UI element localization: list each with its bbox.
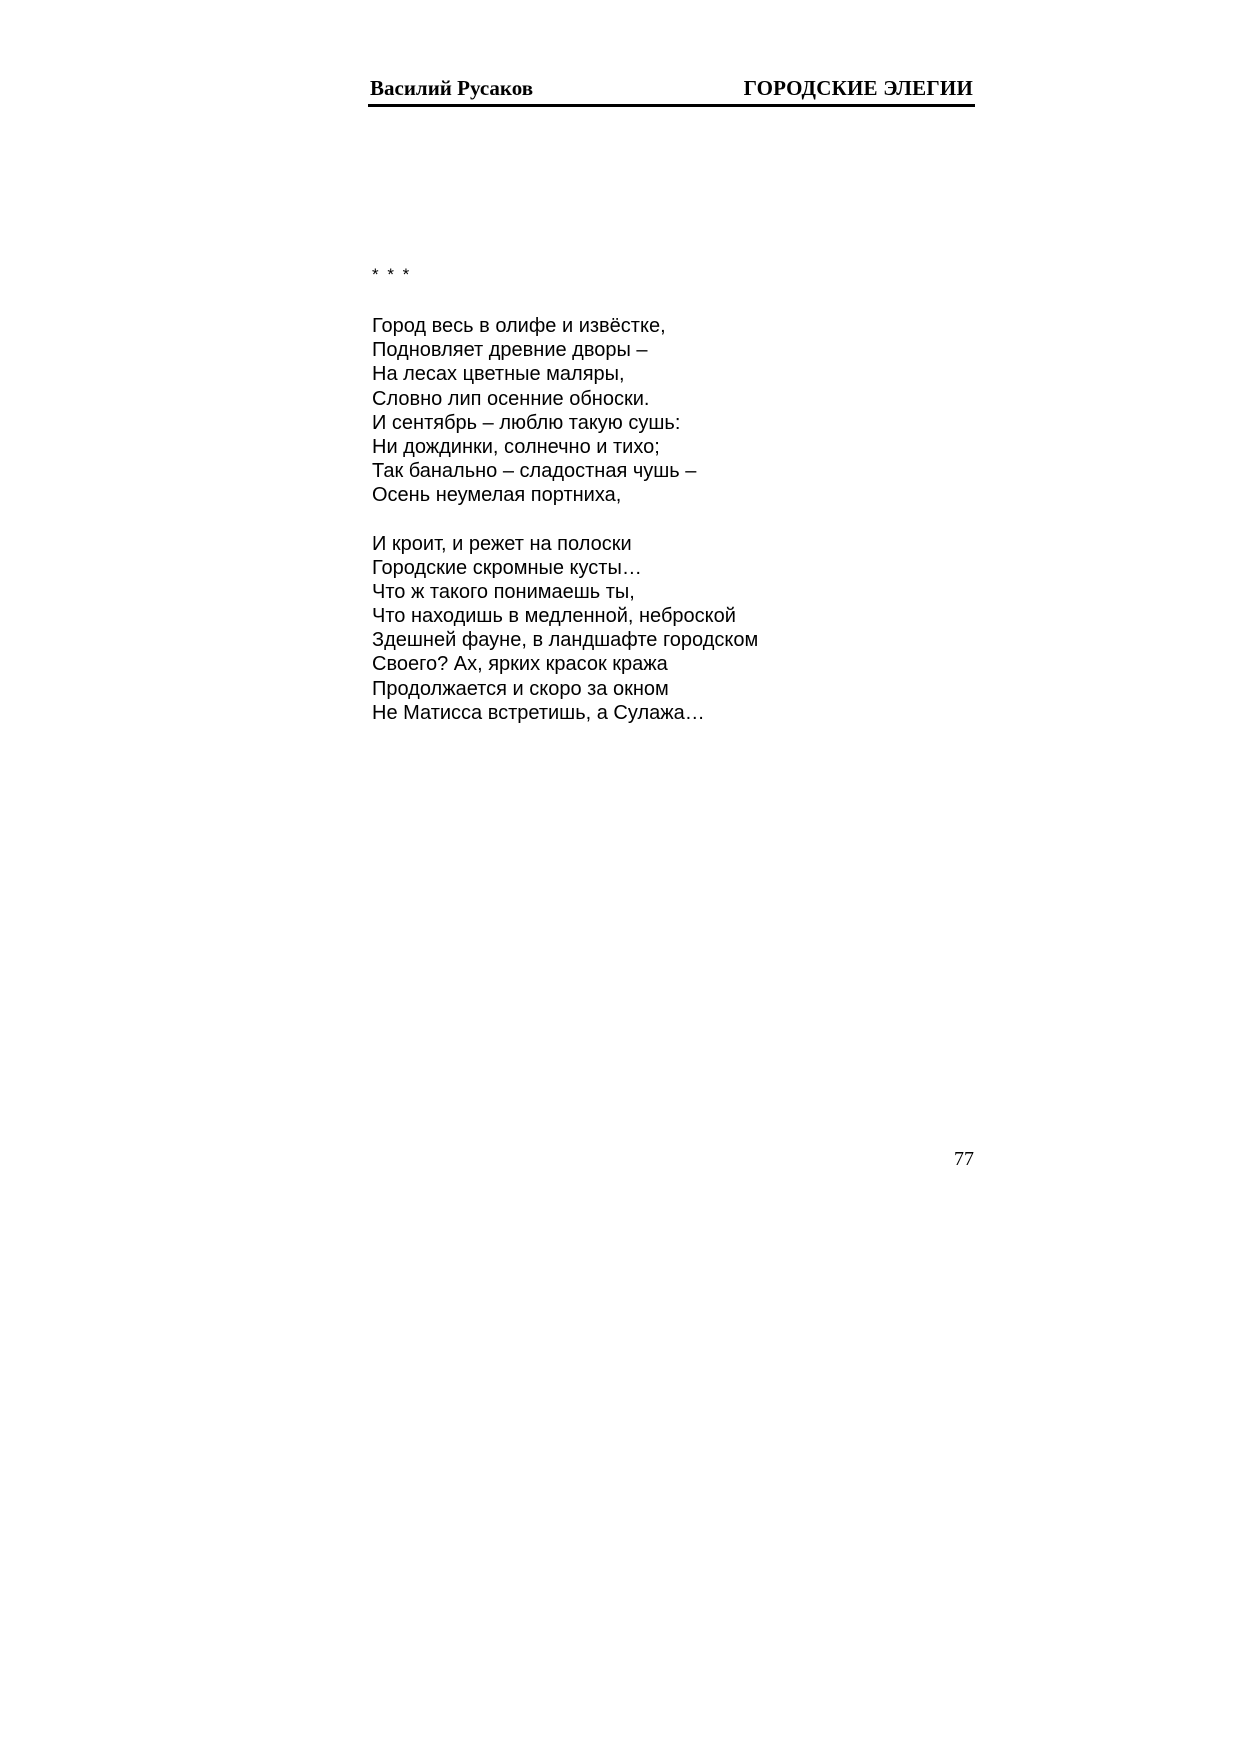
poem-line: Городские скромные кусты…	[372, 556, 642, 579]
poem-line: Так банально – сладостная чушь –	[372, 460, 697, 483]
running-header	[368, 74, 975, 107]
stanza-1	[372, 314, 932, 508]
poem-line: И кроит, и режет на полоски	[372, 532, 632, 555]
poem-line: Здешней фауне, в ландшафте городском	[372, 629, 759, 652]
poem-line: Город весь в олифе и извёстке,	[372, 315, 666, 337]
poem-line: Что находишь в медленной, неброской	[372, 605, 736, 628]
stanza-2	[372, 532, 932, 726]
poem-line: Продолжается и скоро за окном	[372, 677, 669, 700]
poem-line: Словно лип осенние обноски.	[372, 387, 650, 410]
poem	[372, 263, 932, 749]
poem-asterism: * * *	[372, 265, 412, 284]
header-author: Василий Русаков	[370, 76, 534, 100]
poem-line: Ни дождинки, солнечно и тихо;	[372, 435, 660, 458]
header-book-title: ГОРОДСКИЕ ЭЛЕГИИ	[743, 76, 973, 100]
poem-line: Своего? Ах, ярких красок кража	[372, 653, 668, 676]
poem-line: И сентябрь – люблю такую сушь:	[372, 411, 681, 434]
poem-line: Что ж такого понимаешь ты,	[372, 580, 635, 603]
page-number: 77	[954, 1148, 974, 1170]
poem-line: Подновляет древние дворы –	[372, 339, 648, 362]
poem-line: Не Матисса встретишь, а Сулажа…	[372, 701, 705, 724]
poem-line: На лесах цветные маляры,	[372, 363, 625, 386]
poem-line: Осень неумелая портниха,	[372, 484, 622, 507]
